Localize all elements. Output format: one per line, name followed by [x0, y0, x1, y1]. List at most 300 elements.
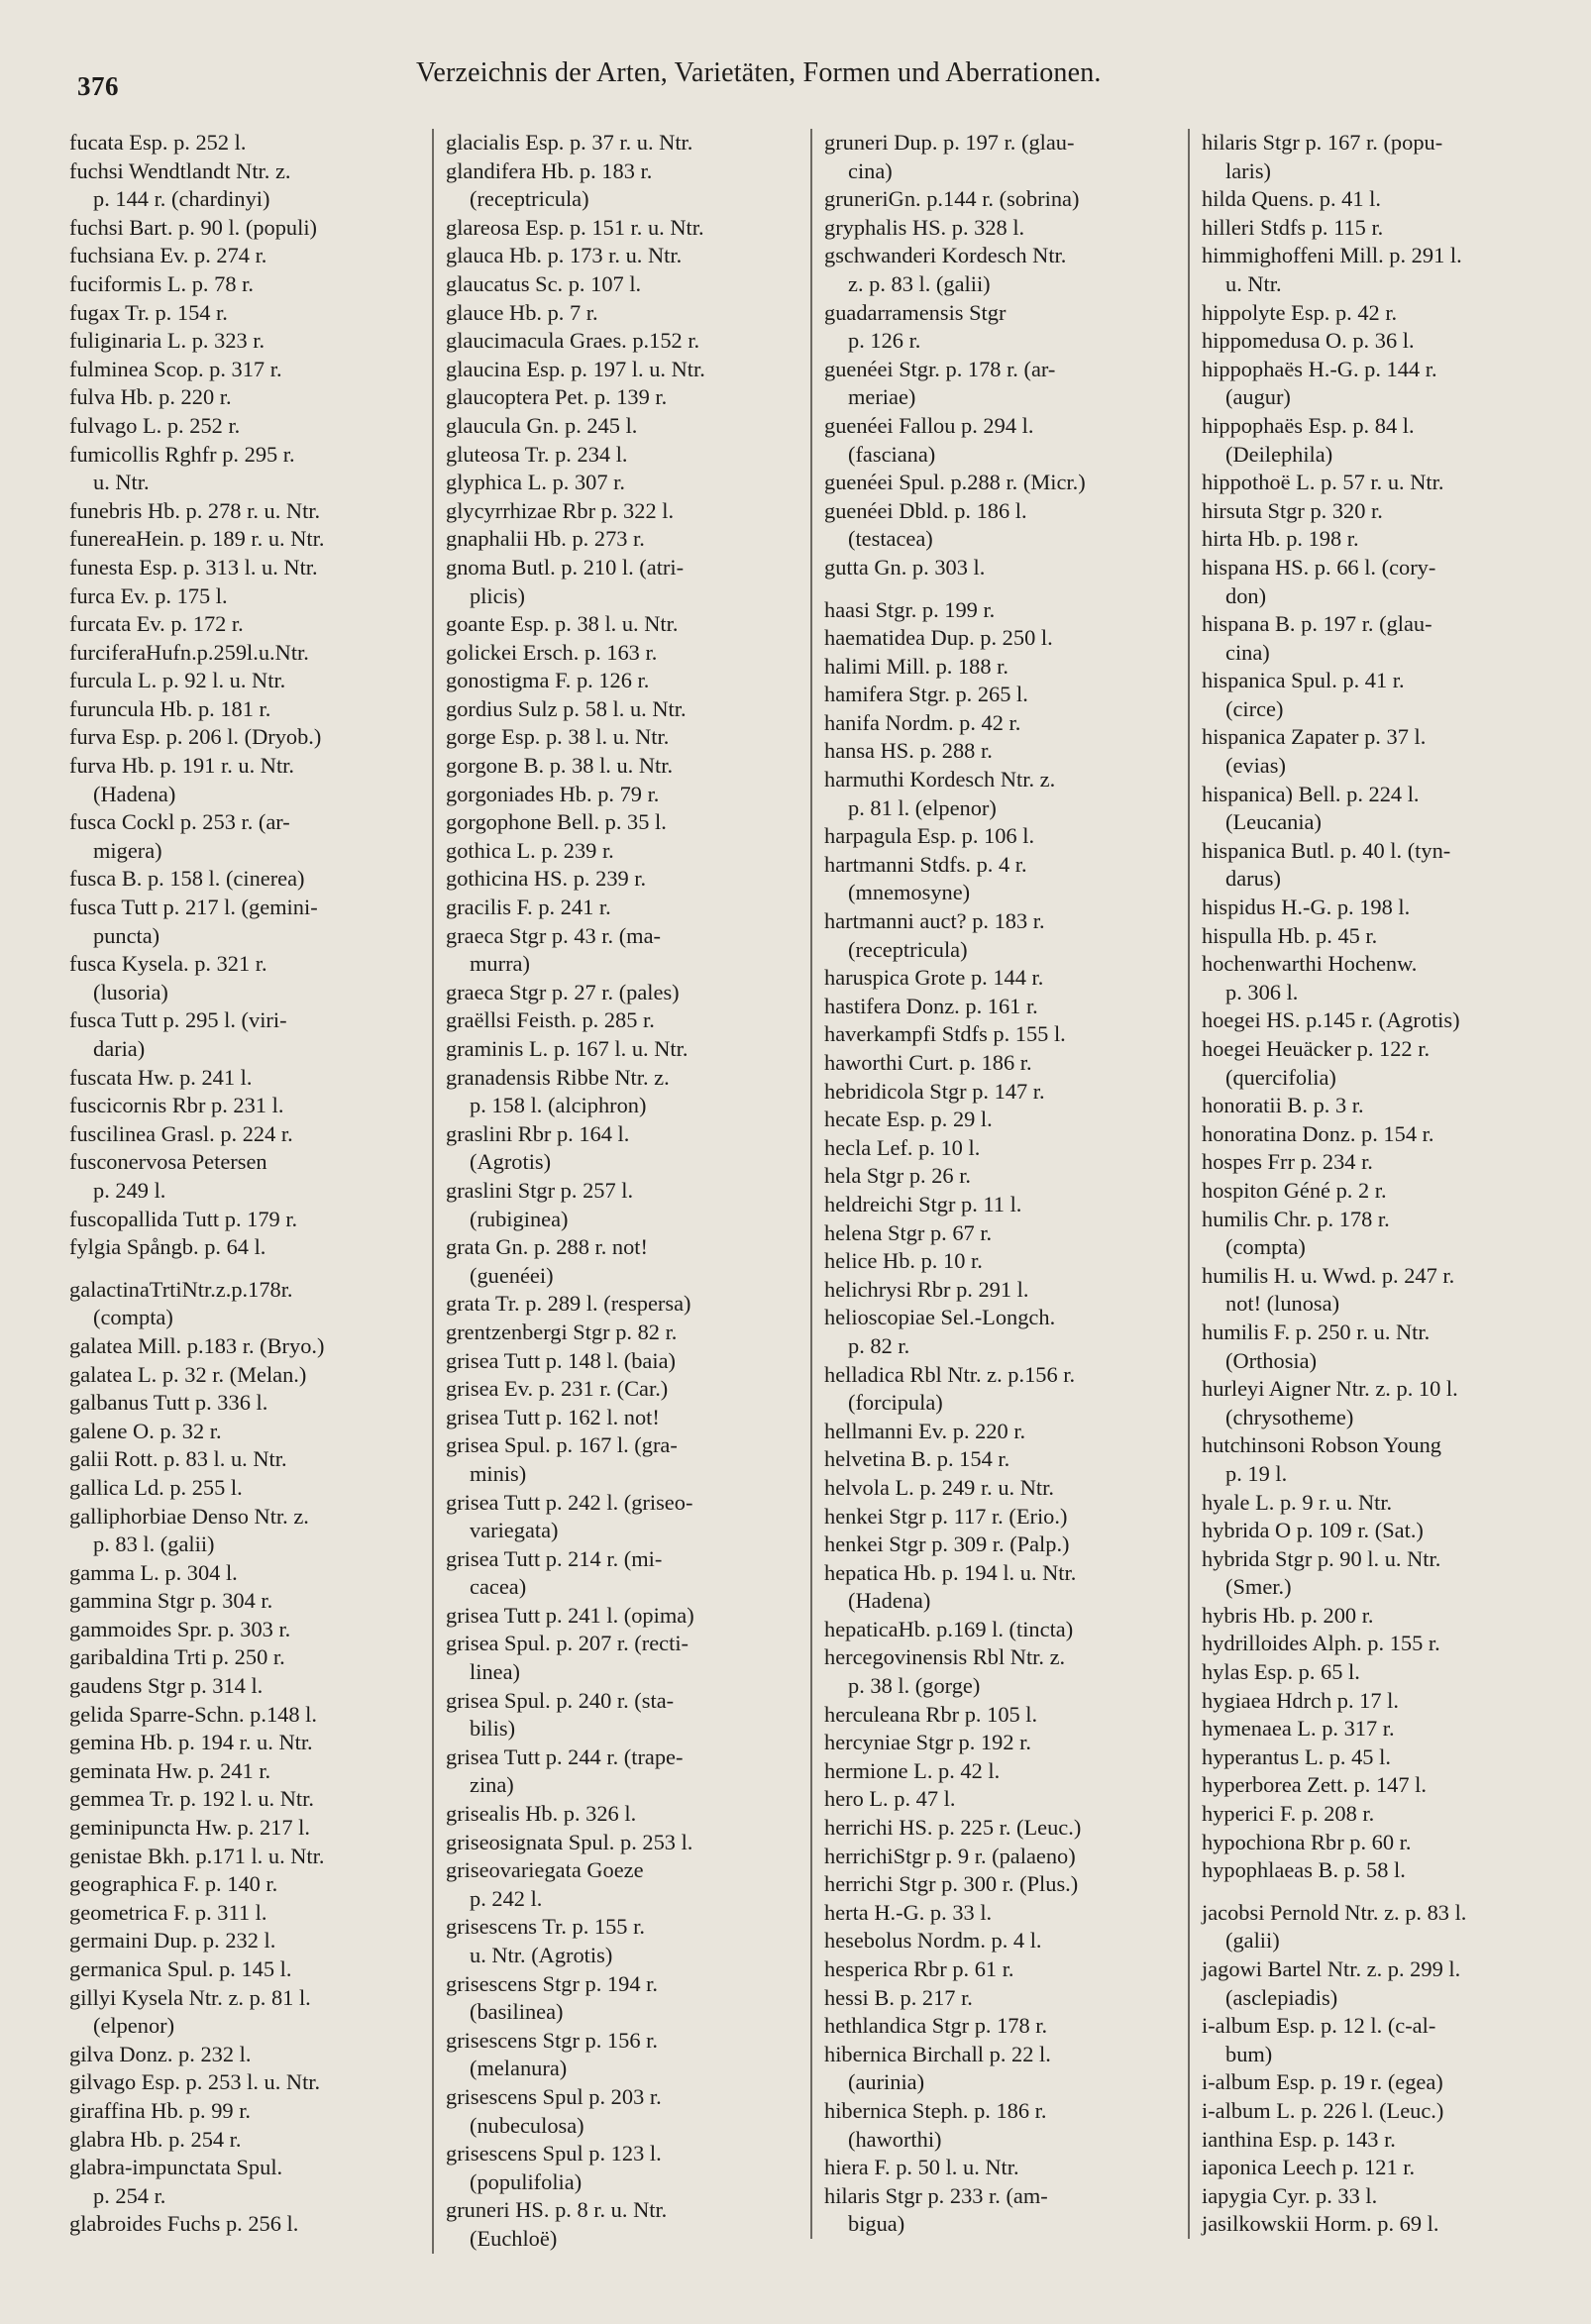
- index-entry: [446, 2027, 798, 2083]
- entry-line: henkei Stgr p. 117 r. (Erio.): [824, 1503, 1068, 1529]
- entry-line: hero L. p. 47 l.: [824, 1786, 956, 1812]
- entry-line: grata Gn. p. 288 r. not!: [446, 1234, 648, 1260]
- index-entry: [69, 610, 420, 639]
- index-entry: [69, 2097, 420, 2126]
- entry-line: galii Rott. p. 83 l. u. Ntr.: [69, 1446, 287, 1472]
- index-entry: [446, 554, 798, 610]
- entry-line: iapygia Cyr. p. 33 l.: [1202, 2182, 1378, 2208]
- running-head: Verzeichnis der Arten, Varietäten, Formen und Aberrationen.: [416, 57, 1102, 88]
- index-entry: [446, 1602, 798, 1631]
- index-entry: [69, 1643, 420, 1672]
- index-entry: [824, 1191, 1176, 1219]
- index-entry: [1202, 1035, 1541, 1092]
- index-entry: [1202, 214, 1541, 243]
- entry-line: fuscilinea Grasl. p. 224 r.: [69, 1120, 293, 1146]
- entry-continuation: u. Ntr.: [1225, 270, 1282, 296]
- entry-line: hydrilloides Alph. p. 155 r.: [1202, 1631, 1440, 1656]
- index-entry: [824, 709, 1176, 738]
- entry-line: hyperantus L. p. 45 l.: [1202, 1743, 1391, 1769]
- entry-continuation: (populifolia): [470, 2168, 583, 2194]
- index-entry: [824, 129, 1176, 185]
- index-column-4: [1188, 129, 1553, 2239]
- entry-line: hilaris Stgr p. 167 r. (popu-: [1202, 130, 1443, 155]
- entry-line: gothica L. p. 239 r.: [446, 837, 614, 863]
- entry-continuation: darus): [1225, 866, 1281, 892]
- entry-line: helichrysi Rbr p. 291 l.: [824, 1276, 1029, 1302]
- entry-line: gillyi Kysela Ntr. z. p. 81 l.: [69, 1984, 311, 2010]
- entry-line: grisea Tutt p. 244 r. (trape-: [446, 1743, 684, 1769]
- index-entry: [1202, 242, 1541, 298]
- index-entry: [69, 950, 420, 1006]
- index-entry: [69, 1233, 420, 1262]
- entry-continuation: (testacea): [848, 526, 933, 552]
- index-entry: [1202, 2126, 1541, 2155]
- entry-line: gorgoniades Hb. p. 79 r.: [446, 781, 660, 806]
- index-entry: [69, 497, 420, 526]
- entry-line: herrichi Stgr p. 300 r. (Plus.): [824, 1871, 1079, 1897]
- entry-line: funesta Esp. p. 313 l. u. Ntr.: [69, 554, 318, 580]
- index-entry: [1202, 1177, 1541, 1206]
- entry-line: helvetina B. p. 154 r.: [824, 1446, 1010, 1472]
- entry-line: goante Esp. p. 38 l. u. Ntr.: [446, 611, 679, 637]
- entry-line: hispanica Butl. p. 40 l. (tyn-: [1202, 837, 1451, 863]
- index-entry: [69, 327, 420, 356]
- entry-continuation: (Hadena): [93, 781, 176, 806]
- entry-line: graslini Rbr p. 164 l.: [446, 1120, 630, 1146]
- index-entry: [824, 1134, 1176, 1163]
- entry-line: hesebolus Nordm. p. 4 l.: [824, 1928, 1042, 1954]
- entry-continuation: p. 81 l. (elpenor): [848, 794, 997, 820]
- entry-line: hispidus H.-G. p. 198 l.: [1202, 895, 1411, 920]
- index-entry: [446, 781, 798, 809]
- index-entry: [824, 1870, 1176, 1899]
- entry-continuation: minis): [470, 1460, 527, 1486]
- entry-line: halimi Mill. p. 188 r.: [824, 653, 1008, 679]
- index-entry: [824, 737, 1176, 766]
- index-entry: [446, 525, 798, 554]
- entry-line: grisescens Spul p. 203 r.: [446, 2083, 662, 2109]
- entry-line: furcata Ev. p. 172 r.: [69, 611, 244, 637]
- entry-line: hurleyi Aigner Ntr. z. p. 10 l.: [1202, 1376, 1458, 1402]
- index-entry: [69, 752, 420, 808]
- index-entry: [69, 356, 420, 384]
- entry-line: hyale L. p. 9 r. u. Ntr.: [1202, 1489, 1393, 1515]
- index-entry: [1202, 1431, 1541, 1488]
- entry-line: guenéei Stgr. p. 178 r. (ar-: [824, 356, 1056, 381]
- entry-continuation: p. 249 l.: [93, 1177, 166, 1203]
- entry-line: hospes Frr p. 234 r.: [1202, 1149, 1373, 1175]
- entry-line: harmuthi Kordesch Ntr. z.: [824, 767, 1056, 792]
- entry-line: giraffina Hb. p. 99 r.: [69, 2097, 252, 2123]
- entry-line: hibernica Birchall p. 22 l.: [824, 2041, 1051, 2066]
- entry-line: herta H.-G. p. 33 l.: [824, 1899, 993, 1925]
- index-entry: [1202, 1856, 1541, 1885]
- entry-continuation: z. p. 83 l. (galii): [848, 270, 991, 296]
- entry-line: gilva Donz. p. 232 l.: [69, 2041, 252, 2066]
- index-entry: [69, 1870, 420, 1899]
- index-entry: [446, 1913, 798, 1969]
- index-entry: [824, 2012, 1176, 2041]
- index-entry: [446, 752, 798, 781]
- index-entry: [69, 865, 420, 894]
- entry-line: henkei Stgr p. 309 r. (Palp.): [824, 1532, 1070, 1557]
- index-entry: [824, 1049, 1176, 1078]
- entry-line: gothicina HS. p. 239 r.: [446, 866, 647, 892]
- entry-line: hellmanni Ev. p. 220 r.: [824, 1418, 1026, 1443]
- entry-continuation: migera): [93, 837, 162, 863]
- index-entry: [824, 1503, 1176, 1532]
- index-entry: [69, 412, 420, 441]
- index-entry: [824, 1304, 1176, 1360]
- entry-line: hepaticaHb. p.169 l. (tincta): [824, 1616, 1074, 1641]
- index-entry: [1202, 1206, 1541, 1262]
- entry-line: grisealis Hb. p. 326 l.: [446, 1801, 637, 1827]
- entry-line: germanica Spul. p. 145 l.: [69, 1956, 292, 1981]
- index-entry: [824, 1418, 1176, 1446]
- entry-line: i-album Esp. p. 12 l. (c-al-: [1202, 2013, 1436, 2039]
- index-entry: [446, 327, 798, 356]
- index-entry: [446, 2140, 798, 2196]
- entry-line: geminipuncta Hw. p. 217 l.: [69, 1815, 310, 1841]
- entry-line: grisea Spul. p. 207 r. (recti-: [446, 1631, 689, 1656]
- entry-line: fusca Tutt p. 217 l. (gemini-: [69, 895, 318, 920]
- entry-line: funebris Hb. p. 278 r. u. Ntr.: [69, 497, 321, 523]
- entry-line: grisea Tutt p. 148 l. (baia): [446, 1347, 676, 1373]
- index-entry: [824, 851, 1176, 907]
- index-entry: [824, 1984, 1176, 2013]
- index-columns: [57, 129, 1553, 2259]
- entry-line: garibaldina Trti p. 250 r.: [69, 1644, 285, 1670]
- index-entry: [446, 808, 798, 837]
- index-entry: [446, 1431, 798, 1488]
- index-entry: [446, 2083, 798, 2140]
- entry-line: honoratina Donz. p. 154 r.: [1202, 1120, 1434, 1146]
- index-entry: [446, 1290, 798, 1319]
- entry-line: grisescens Spul p. 123 l.: [446, 2141, 662, 2166]
- entry-line: hoegei Heuäcker p. 122 r.: [1202, 1036, 1431, 1061]
- index-entry: [446, 639, 798, 668]
- index-entry: [69, 441, 420, 497]
- entry-line: himmighoffeni Mill. p. 291 l.: [1202, 243, 1462, 268]
- index-entry: [446, 865, 798, 894]
- entry-line: haworthi Curt. p. 186 r.: [824, 1050, 1032, 1075]
- entry-line: glauca Hb. p. 173 r. u. Ntr.: [446, 243, 683, 268]
- index-entry: [1202, 2068, 1541, 2097]
- entry-line: hepatica Hb. p. 194 l. u. Ntr.: [824, 1559, 1077, 1585]
- entry-continuation: (quercifolia): [1225, 1064, 1336, 1090]
- index-entry: [69, 2154, 420, 2210]
- entry-continuation: p. 83 l. (galii): [93, 1532, 215, 1557]
- entry-line: fulva Hb. p. 220 r.: [69, 384, 232, 410]
- entry-continuation: linea): [470, 1659, 520, 1685]
- index-entry: [824, 1162, 1176, 1191]
- entry-line: granadensis Ribbe Ntr. z.: [446, 1064, 670, 1090]
- entry-line: fusca Cockl p. 253 r. (ar-: [69, 809, 290, 835]
- index-entry: [69, 639, 420, 668]
- entry-line: furva Hb. p. 191 r. u. Ntr.: [69, 753, 294, 779]
- entry-continuation: u. Ntr. (Agrotis): [470, 1943, 613, 1967]
- index-entry: [1202, 667, 1541, 723]
- entry-line: genistae Bkh. p.171 l. u. Ntr.: [69, 1843, 325, 1868]
- entry-line: i-album Esp. p. 19 r. (egea): [1202, 2069, 1443, 2095]
- entry-line: grisea Ev. p. 231 r. (Car.): [446, 1376, 669, 1402]
- index-entry: [446, 667, 798, 695]
- entry-line: hercegovinensis Rbl Ntr. z.: [824, 1644, 1066, 1670]
- entry-continuation: variegata): [470, 1518, 559, 1543]
- index-entry: [69, 1148, 420, 1205]
- entry-line: gorgophone Bell. p. 35 l.: [446, 809, 667, 835]
- entry-line: fusca Kysela. p. 321 r.: [69, 951, 267, 977]
- index-entry: [446, 1375, 798, 1404]
- entry-line: humilis Chr. p. 178 r.: [1202, 1206, 1390, 1231]
- index-entry: [69, 1206, 420, 1234]
- index-entry: [824, 554, 1176, 582]
- index-entry: [69, 2041, 420, 2069]
- entry-line: galene O. p. 32 r.: [69, 1418, 222, 1443]
- index-entry: [446, 894, 798, 922]
- index-entry: [824, 822, 1176, 851]
- index-entry: [824, 1219, 1176, 1248]
- entry-line: hispanica Zapater p. 37 l.: [1202, 724, 1427, 750]
- index-entry: [446, 2196, 798, 2253]
- index-entry: [1202, 1743, 1541, 1772]
- entry-line: gallica Ld. p. 255 l.: [69, 1474, 243, 1500]
- index-entry: [824, 1701, 1176, 1730]
- entry-line: iaponica Leech p. 121 r.: [1202, 2155, 1416, 2180]
- index-entry: [69, 270, 420, 299]
- entry-continuation: cina): [848, 158, 893, 183]
- entry-continuation: (Orthosia): [1225, 1347, 1318, 1373]
- entry-continuation: murra): [470, 951, 530, 977]
- index-entry: [1202, 497, 1541, 526]
- index-entry: [69, 2068, 420, 2097]
- index-entry: [1202, 327, 1541, 356]
- entry-continuation: bum): [1225, 2041, 1273, 2066]
- index-entry: [1202, 1319, 1541, 1375]
- entry-continuation: (Euchloë): [470, 2225, 558, 2251]
- entry-line: furca Ev. p. 175 l.: [69, 582, 228, 608]
- entry-line: gruneriGn. p.144 r. (sobrina): [824, 186, 1080, 212]
- entry-line: hippomedusa O. p. 36 l.: [1202, 328, 1415, 354]
- index-entry: [446, 1035, 798, 1064]
- index-entry: [1202, 922, 1541, 951]
- index-entry: [1202, 2210, 1541, 2239]
- index-entry: [69, 1120, 420, 1149]
- entry-line: glyphica L. p. 307 r.: [446, 470, 625, 495]
- index-entry: [69, 1729, 420, 1757]
- entry-continuation: cina): [1225, 639, 1270, 665]
- entry-continuation: p. 242 l.: [470, 1885, 543, 1911]
- entry-line: grisescens Stgr p. 156 r.: [446, 2027, 658, 2053]
- index-entry: [1202, 2097, 1541, 2126]
- index-entry: [824, 2154, 1176, 2182]
- entry-line: gaudens Stgr p. 314 l.: [69, 1673, 264, 1699]
- entry-line: geminata Hw. p. 241 r.: [69, 1757, 271, 1783]
- entry-line: hispana B. p. 197 r. (glau-: [1202, 611, 1432, 637]
- index-entry: [824, 964, 1176, 993]
- index-entry: [824, 1106, 1176, 1134]
- index-entry: [69, 1332, 420, 1361]
- entry-line: grisea Tutt p. 242 l. (griseo-: [446, 1489, 693, 1515]
- index-entry: [69, 1361, 420, 1390]
- entry-continuation: (mnemosyne): [848, 880, 971, 905]
- index-entry: [824, 1729, 1176, 1757]
- entry-line: hispanica Spul. p. 41 r.: [1202, 668, 1405, 693]
- entry-continuation: (guenéei): [470, 1262, 554, 1288]
- index-entry: [69, 808, 420, 865]
- entry-line: hamifera Stgr. p. 265 l.: [824, 682, 1028, 707]
- entry-line: grisea Spul. p. 167 l. (gra-: [446, 1432, 678, 1458]
- entry-line: hyperborea Zett. p. 147 l.: [1202, 1772, 1427, 1798]
- entry-continuation: (haworthi): [848, 2126, 942, 2152]
- entry-continuation: zina): [470, 1772, 514, 1798]
- entry-continuation: (aurinia): [848, 2069, 925, 2095]
- entry-line: gracilis F. p. 241 r.: [446, 895, 611, 920]
- entry-line: fucata Esp. p. 252 l.: [69, 130, 247, 155]
- index-entry: [69, 1503, 420, 1559]
- entry-line: harpagula Esp. p. 106 l.: [824, 823, 1035, 849]
- index-entry: [446, 1545, 798, 1602]
- entry-line: gruneri Dup. p. 197 r. (glau-: [824, 130, 1075, 155]
- entry-line: fuscopallida Tutt p. 179 r.: [69, 1206, 298, 1231]
- entry-line: helladica Rbl Ntr. z. p.156 r.: [824, 1361, 1076, 1387]
- entry-continuation: (nubeculosa): [470, 2112, 584, 2138]
- entry-continuation: (receptricula): [848, 936, 968, 962]
- entry-continuation: (forcipula): [848, 1390, 943, 1416]
- index-entry: [69, 525, 420, 554]
- entry-line: herrichi HS. p. 225 r. (Leuc.): [824, 1815, 1082, 1841]
- entry-line: graminis L. p. 167 l. u. Ntr.: [446, 1036, 689, 1061]
- index-entry: [69, 1559, 420, 1588]
- entry-line: haasi Stgr. p. 199 r.: [824, 596, 996, 622]
- entry-line: geometrica F. p. 311 l.: [69, 1899, 267, 1925]
- index-entry: [824, 1616, 1176, 1644]
- index-entry: [446, 270, 798, 299]
- index-entry: [1202, 1829, 1541, 1857]
- entry-line: hiera F. p. 50 l. u. Ntr.: [824, 2155, 1019, 2180]
- index-entry: [446, 1489, 798, 1545]
- entry-line: hastifera Donz. p. 161 r.: [824, 993, 1038, 1018]
- index-entry: [824, 2097, 1176, 2154]
- entry-line: fuscicornis Rbr p. 231 l.: [69, 1093, 284, 1118]
- entry-line: hoegei HS. p.145 r. (Agrotis): [1202, 1007, 1460, 1033]
- entry-line: hybrida O p. 109 r. (Sat.): [1202, 1518, 1424, 1543]
- entry-line: hessi B. p. 217 r.: [824, 1984, 973, 2010]
- index-entry: [446, 1120, 798, 1177]
- entry-line: fuchsi Bart. p. 90 l. (populi): [69, 214, 317, 240]
- entry-line: germaini Dup. p. 232 l.: [69, 1928, 276, 1954]
- entry-line: glaucula Gn. p. 245 l.: [446, 412, 638, 438]
- entry-continuation: meriae): [848, 384, 916, 410]
- entry-line: herculeana Rbr p. 105 l.: [824, 1701, 1038, 1727]
- index-entry: [69, 894, 420, 950]
- index-entry: [446, 1404, 798, 1432]
- index-entry: [824, 2041, 1176, 2097]
- entry-line: gnoma Butl. p. 210 l. (atri-: [446, 554, 685, 580]
- entry-line: hispana HS. p. 66 l. (cory-: [1202, 554, 1436, 580]
- index-entry: [446, 1177, 798, 1233]
- index-entry: [69, 554, 420, 582]
- entry-line: gilvago Esp. p. 253 l. u. Ntr.: [69, 2069, 321, 2095]
- index-entry: [69, 383, 420, 412]
- index-entry: [1202, 2012, 1541, 2068]
- entry-line: glaucatus Sc. p. 107 l.: [446, 270, 642, 296]
- entry-line: i-album L. p. 226 l. (Leuc.): [1202, 2097, 1444, 2123]
- index-entry: [69, 1064, 420, 1093]
- entry-line: fusconervosa Petersen: [69, 1149, 267, 1175]
- entry-continuation: (fasciana): [848, 441, 936, 467]
- index-entry: [446, 299, 798, 328]
- entry-line: fusca B. p. 158 l. (cinerea): [69, 866, 305, 892]
- entry-continuation: u. Ntr.: [93, 470, 150, 495]
- index-entry: [1202, 1899, 1541, 1955]
- index-entry: [446, 242, 798, 270]
- index-entry: [69, 1092, 420, 1120]
- entry-line: hutchinsoni Robson Young: [1202, 1432, 1441, 1458]
- entry-continuation: (receptricula): [470, 186, 589, 212]
- entry-line: guadarramensis Stgr: [824, 299, 1007, 325]
- index-entry: [446, 383, 798, 412]
- index-entry: [446, 837, 798, 866]
- index-entry: [1202, 1715, 1541, 1743]
- index-entry: [1202, 299, 1541, 328]
- index-entry: [69, 1701, 420, 1730]
- entry-line: gschwanderi Kordesch Ntr.: [824, 243, 1067, 268]
- entry-continuation: (melanura): [470, 2056, 568, 2081]
- entry-line: gordius Sulz p. 58 l. u. Ntr.: [446, 695, 687, 721]
- entry-line: glaucoptera Pet. p. 139 r.: [446, 384, 668, 410]
- index-entry: [1202, 1517, 1541, 1545]
- entry-line: hilleri Stdfs p. 115 r.: [1202, 214, 1384, 240]
- index-entry: [1202, 1375, 1541, 1431]
- index-entry: [824, 1927, 1176, 1955]
- entry-line: glycyrrhizae Rbr p. 322 l.: [446, 497, 675, 523]
- index-entry: [824, 1078, 1176, 1107]
- index-entry: [69, 695, 420, 724]
- index-entry: [446, 412, 798, 441]
- entry-line: jasilkowskii Horm. p. 69 l.: [1202, 2211, 1439, 2237]
- entry-continuation: (compta): [1225, 1234, 1306, 1260]
- entry-line: helioscopiae Sel.-Longch.: [824, 1305, 1056, 1330]
- index-entry: [1202, 950, 1541, 1006]
- index-entry: [446, 1064, 798, 1120]
- index-entry: [446, 610, 798, 639]
- index-entry: [69, 1955, 420, 1984]
- entry-line: funereaHein. p. 189 r. u. Ntr.: [69, 526, 325, 552]
- entry-line: hippophaës Esp. p. 84 l.: [1202, 412, 1415, 438]
- index-entry: [824, 214, 1176, 243]
- index-entry: [446, 441, 798, 470]
- index-entry: [824, 1474, 1176, 1503]
- entry-line: gruneri HS. p. 8 r. u. Ntr.: [446, 2197, 668, 2223]
- page-number: 376: [77, 71, 119, 101]
- index-entry: [69, 1389, 420, 1418]
- entry-line: hilda Quens. p. 41 l.: [1202, 186, 1381, 212]
- entry-line: haematidea Dup. p. 250 l.: [824, 625, 1053, 651]
- entry-line: grisea Tutt p. 214 r. (mi-: [446, 1545, 663, 1571]
- entry-line: gorgone B. p. 38 l. u. Ntr.: [446, 753, 674, 779]
- entry-line: herrichiStgr p. 9 r. (palaeno): [824, 1843, 1076, 1868]
- index-column-3: [810, 129, 1188, 2239]
- entry-line: hippothoë L. p. 57 r. u. Ntr.: [1202, 470, 1444, 495]
- entry-line: glabra-impunctata Spul.: [69, 2155, 283, 2180]
- entry-line: hirta Hb. p. 198 r.: [1202, 526, 1359, 552]
- entry-continuation: (Leucania): [1225, 809, 1322, 835]
- entry-continuation: bilis): [470, 1716, 516, 1742]
- entry-line: jacobsi Pernold Ntr. z. p. 83 l.: [1202, 1899, 1467, 1925]
- index-entry: [69, 1814, 420, 1843]
- entry-line: glauce Hb. p. 7 r.: [446, 299, 598, 325]
